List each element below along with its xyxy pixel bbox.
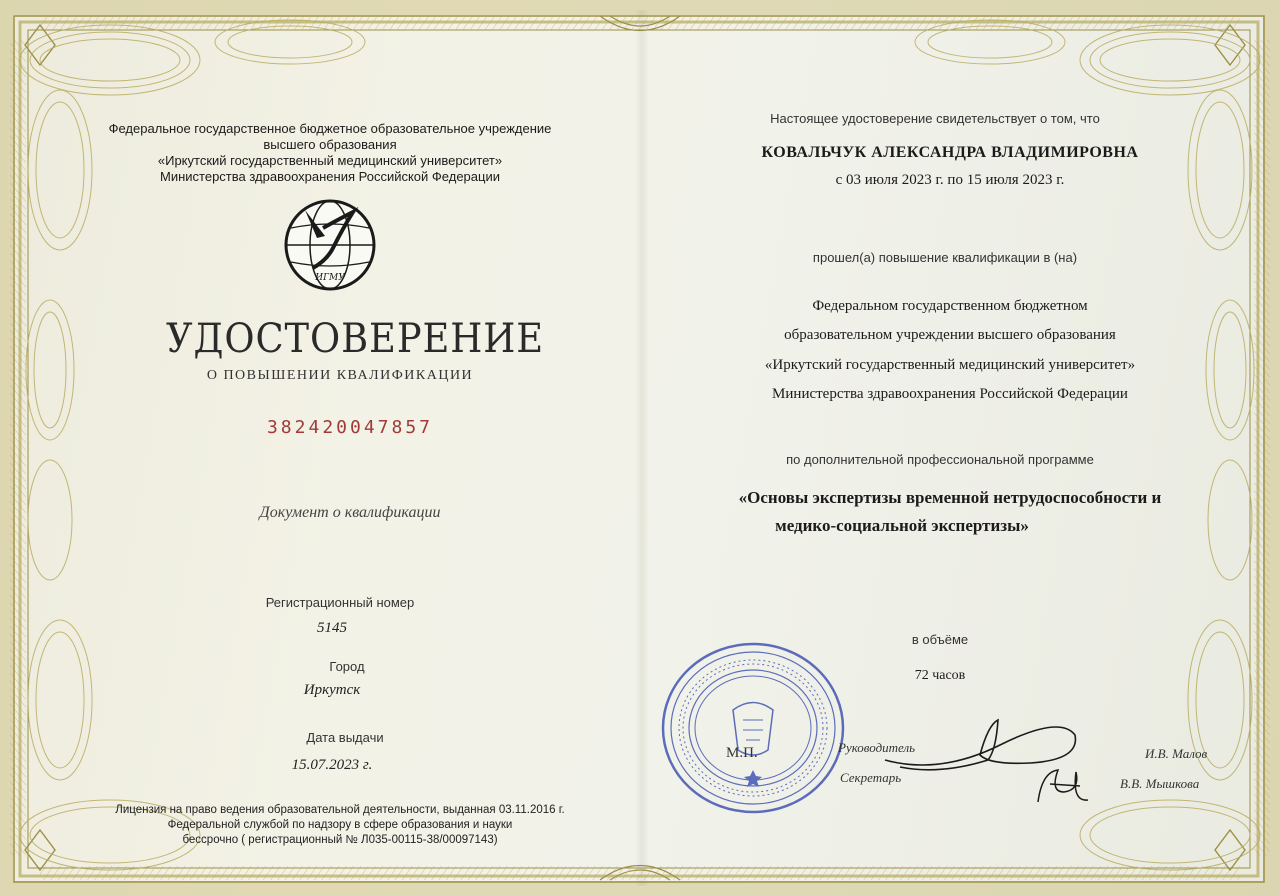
passed-text: прошел(а) повышение квалификации в (на) [812, 250, 1078, 265]
intro-text: Настоящее удостоверение свидетельствует о том, что [770, 111, 1100, 126]
secretary-role: Секретарь [840, 770, 902, 785]
secretary-name: В.В. Мышкова [1120, 776, 1200, 791]
stamp-mark: М.П. [726, 745, 758, 761]
holder-name: КОВАЛЬЧУК АЛЕКСАНДРА ВЛАДИМИРОВНА [761, 144, 1139, 161]
head-name: И.В. Малов [1145, 746, 1208, 761]
volume-label: в объёме [911, 632, 969, 647]
organization-line-1: Федеральном государственном бюджетном [812, 298, 1088, 314]
official-stamp [658, 640, 848, 815]
secretary-signature [1030, 762, 1100, 810]
city-value: Иркутск [303, 682, 361, 698]
city-label: Город [329, 659, 365, 674]
organization-line-3: «Иркутский государственный медицинский университет» [764, 357, 1136, 373]
issue-date-label: Дата выдачи [306, 730, 384, 745]
institution-line-1: Федеральное государственное бюджетное образовательное учреждение [108, 121, 552, 136]
organization-line-2: образовательном учреждении высшего образования [784, 327, 1116, 343]
document-kind: Документ о квалификации [259, 504, 441, 521]
registration-value: 5145 [317, 620, 347, 636]
license-line-2: Федеральной службой по надзору в сфере образования и науки [167, 819, 513, 831]
institution-line-2: высшего образования [263, 137, 397, 152]
registration-label: Регистрационный номер [265, 595, 415, 610]
program-title-line-2: медико-социальной экспертизы» [775, 516, 1029, 535]
institution-line-3: «Иркутский государственный медицинский университет» [157, 153, 503, 168]
training-period: с 03 июля 2023 г. по 15 июля 2023 г. [835, 172, 1065, 188]
program-intro: по дополнительной профессиональной программе [786, 452, 1094, 467]
issue-date-value: 15.07.2023 г. [291, 757, 373, 773]
center-fold [635, 10, 649, 886]
certificate-title: УДОСТОВЕРЕНИЕ [166, 316, 545, 362]
university-emblem [283, 198, 377, 292]
emblem-text: ИГМУ [315, 273, 345, 283]
license-line-1: Лицензия на право ведения образовательной деятельности, выданная 03.11.2016 г. [115, 804, 565, 816]
volume-value: 72 часов [914, 668, 966, 683]
program-title-line-1: «Основы экспертизы временной нетрудоспособности и [738, 488, 1162, 507]
head-role: Руководитель [838, 740, 916, 755]
organization-line-4: Министерства здравоохранения Российской Федерации [772, 386, 1128, 402]
serial-number: 382420047857 [266, 417, 434, 438]
certificate-subtitle: О ПОВЫШЕНИИ КВАЛИФИКАЦИИ [206, 368, 474, 383]
license-line-3: бессрочно ( регистрационный № Л035-00115-38/00097143) [182, 834, 498, 846]
institution-line-4: Министерства здравоохранения Российской Федерации [160, 169, 500, 184]
